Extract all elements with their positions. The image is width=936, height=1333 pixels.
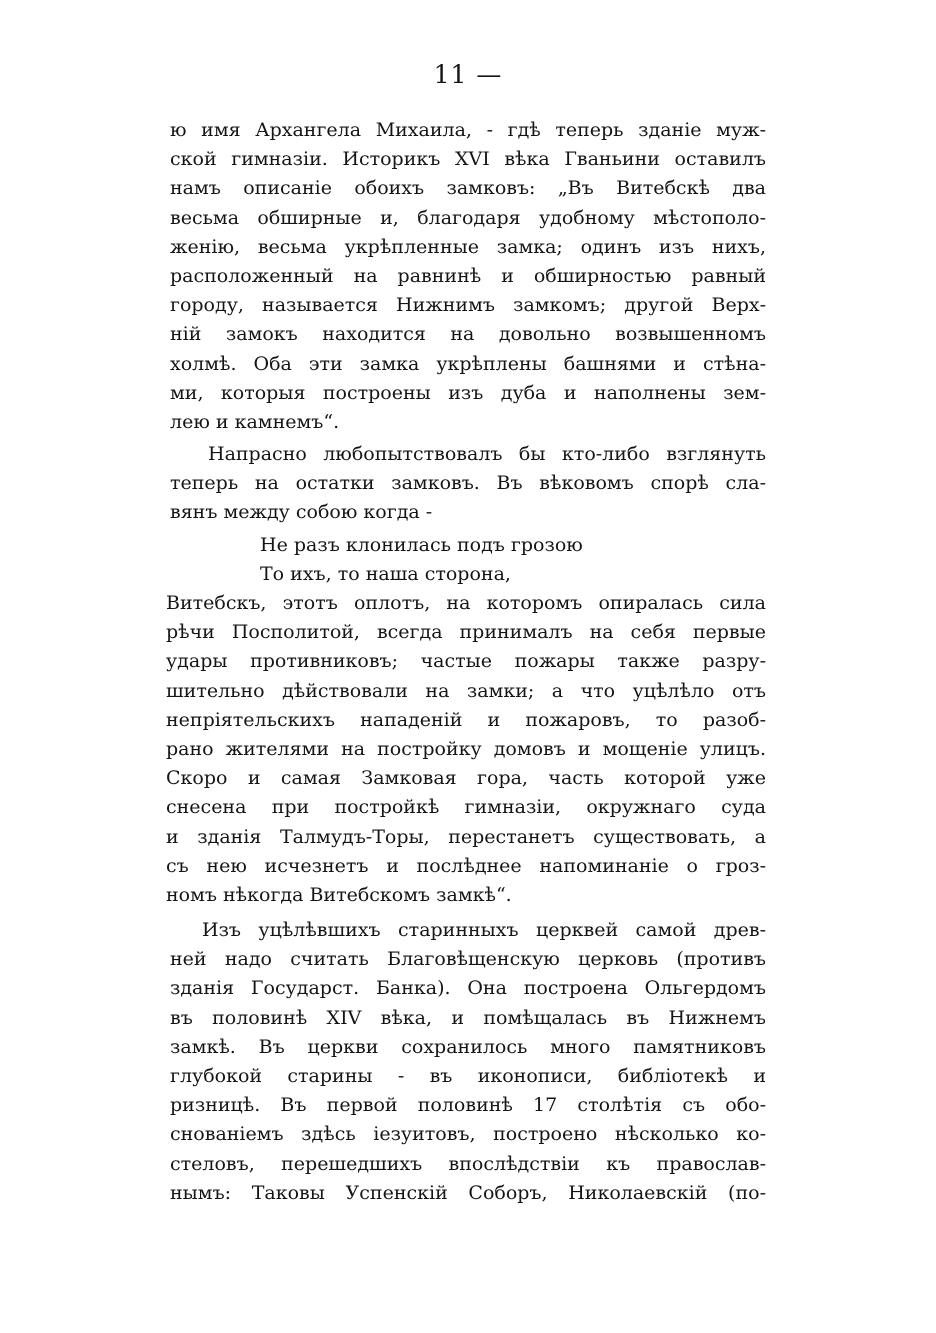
paragraph xyxy=(170,440,766,528)
text-line: снованіемъ здѣсь іезуитовъ, построено нѣсколько ко- xyxy=(170,1123,766,1146)
text-line: ской гимназіи. Историкъ XVI вѣка Гваньини оставилъ xyxy=(170,148,766,171)
verse-line: То ихъ, то наша сторона, xyxy=(260,562,511,585)
text-line: городу, называется Нижнимъ замкомъ; другой Верх- xyxy=(170,294,766,317)
text-line: ризницѣ. Въ первой половинѣ 17 столѣтія съ обо- xyxy=(170,1094,766,1117)
text-line: глубокой старины - въ иконописи, библіотекѣ и xyxy=(170,1065,766,1087)
verse-quote xyxy=(170,531,766,589)
text-line: ней надо считать Благовѣщенскую церковь (противъ xyxy=(170,948,766,971)
text-line: холмѣ. Оба эти замка укрѣплены башнями и стѣна- xyxy=(170,352,766,375)
paragraph xyxy=(170,116,766,437)
text-line: весьма обширные и, благодаря удобному мѣстополо- xyxy=(170,206,766,229)
text-line: рано жителями на постройку домовъ и мощеніе улицъ. xyxy=(166,737,766,760)
text-line: женію, весьма укрѣпленные замка; одинъ изъ нихъ, xyxy=(170,235,766,258)
text-line: непріятельскихъ нападеній и пожаровъ, то разоб- xyxy=(166,708,766,731)
text-line: намъ описаніе обоихъ замковъ: „Въ Витебскѣ два xyxy=(170,177,766,200)
text-line: номъ нѣкогда Витебскомъ замкѣ“. xyxy=(166,883,512,906)
text-line: шительно дѣйствовали на замки; а что уцѣлѣло отъ xyxy=(166,679,766,702)
text-line: стеловъ, перешедшихъ впослѣдствіи къ православ- xyxy=(170,1152,766,1175)
body-text xyxy=(166,116,766,1208)
text-line: Изъ уцѣлѣвшихъ старинныхъ церквей самой древ- xyxy=(202,919,766,942)
verse-line: Не разъ клонилась подъ грозою xyxy=(260,533,583,556)
text-line: ми, которыя построены изъ дуба и наполнены зем- xyxy=(170,381,766,404)
text-line: расположенный на равнинѣ и обширностью равный xyxy=(170,264,766,287)
text-line: ній замокъ находится на довольно возвышенномъ xyxy=(170,323,766,346)
text-line: Скоро и самая Замковая гора, часть которой уже xyxy=(166,767,766,790)
text-line: въ половинѣ XIV вѣка, и помѣщалась въ Нижнемъ xyxy=(170,1006,766,1029)
text-line: снесена при постройкѣ гимназіи, окружнаго суда xyxy=(166,796,766,819)
text-line: теперь на остатки замковъ. Въ вѣковомъ спорѣ сла- xyxy=(170,472,766,495)
text-line: рѣчи Посполитой, всегда принималъ на себя первые xyxy=(166,621,766,644)
text-line: Витебскъ, этотъ оплотъ, на которомъ опиралась сила xyxy=(166,592,766,614)
text-line: зданія Государст. Банка). Она построена Ольгердомъ xyxy=(170,977,766,1000)
page-number: 11 — xyxy=(433,60,503,89)
text-line: нымъ: Таковы Успенскій Соборъ, Николаевскій (по- xyxy=(170,1181,766,1204)
text-line: съ нею исчезнетъ и послѣднее напоминаніе о гроз- xyxy=(166,854,766,877)
text-line: замкѣ. Въ церкви сохранилось много памятниковъ xyxy=(170,1035,766,1058)
text-line: и зданія Талмудъ-Торы, перестанетъ существовать, а xyxy=(166,825,766,848)
text-line: лею и камнемъ“. xyxy=(170,410,340,433)
text-line: Напрасно любопытствовалъ бы кто-либо взглянуть xyxy=(208,443,766,466)
text-line: вянъ между собою когда - xyxy=(170,501,433,524)
text-line: удары противниковъ; частые пожары также разру- xyxy=(166,650,766,673)
paragraph xyxy=(170,916,766,1208)
paragraph xyxy=(166,589,766,910)
text-line: ю имя Архангела Михаила, - гдѣ теперь зданіе муж- xyxy=(170,119,766,141)
